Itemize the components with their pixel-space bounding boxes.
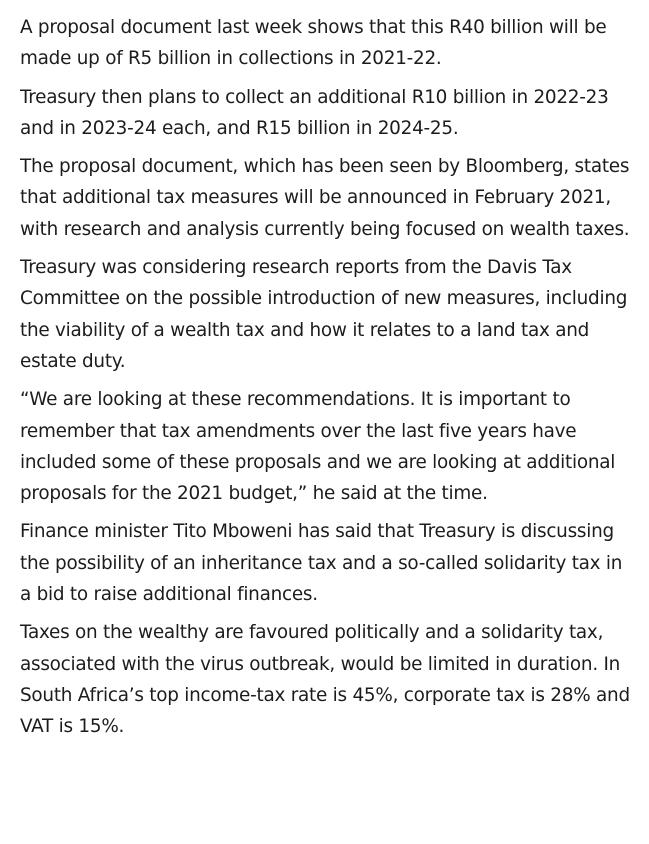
paragraph-davis-tax-committee: Treasury was considering research reports from the Davis Tax Committee on the possible introduction of new measures, including the viability of a wealth tax and how it relates to a land tax and estate duty. bbox=[20, 257, 628, 372]
paragraph-quote-recommendations: “We are looking at these recommendations. It is important to remember that tax amendments over the last five years have included some of these proposals and we are looking at additional proposals for the 2021 budget,” he said at the time. bbox=[20, 389, 616, 505]
paragraph-collections-breakdown: A proposal document last week shows that this R40 billion will be made up of R5 billion in collections in 2021-22. bbox=[20, 17, 607, 70]
paragraph-proposal-document: The proposal document, which has been seen by Bloomberg, states that additional tax measures will be announced in February 2021, with research and analysis currently being focused on wealth taxes. bbox=[20, 156, 630, 240]
paragraph-taxes-on-wealthy: Taxes on the wealthy are favoured politically and a solidarity tax, associated with the virus outbreak, would be limited in duration. In South Africa’s top income-tax rate is 45%, corporate tax is 28% and VAT is 15%. bbox=[20, 622, 630, 738]
paragraph-treasury-plans: Treasury then plans to collect an additional R10 billion in 2022-23 and in 2023-24 each, and R15 billion in 2024-25. bbox=[20, 86, 609, 139]
paragraph-finance-minister: Finance minister Tito Mboweni has said that Treasury is discussing the possibility of an inheritance tax and a so-called solidarity tax in a bid to raise additional finances. bbox=[20, 521, 623, 606]
article-body bbox=[20, 12, 632, 750]
